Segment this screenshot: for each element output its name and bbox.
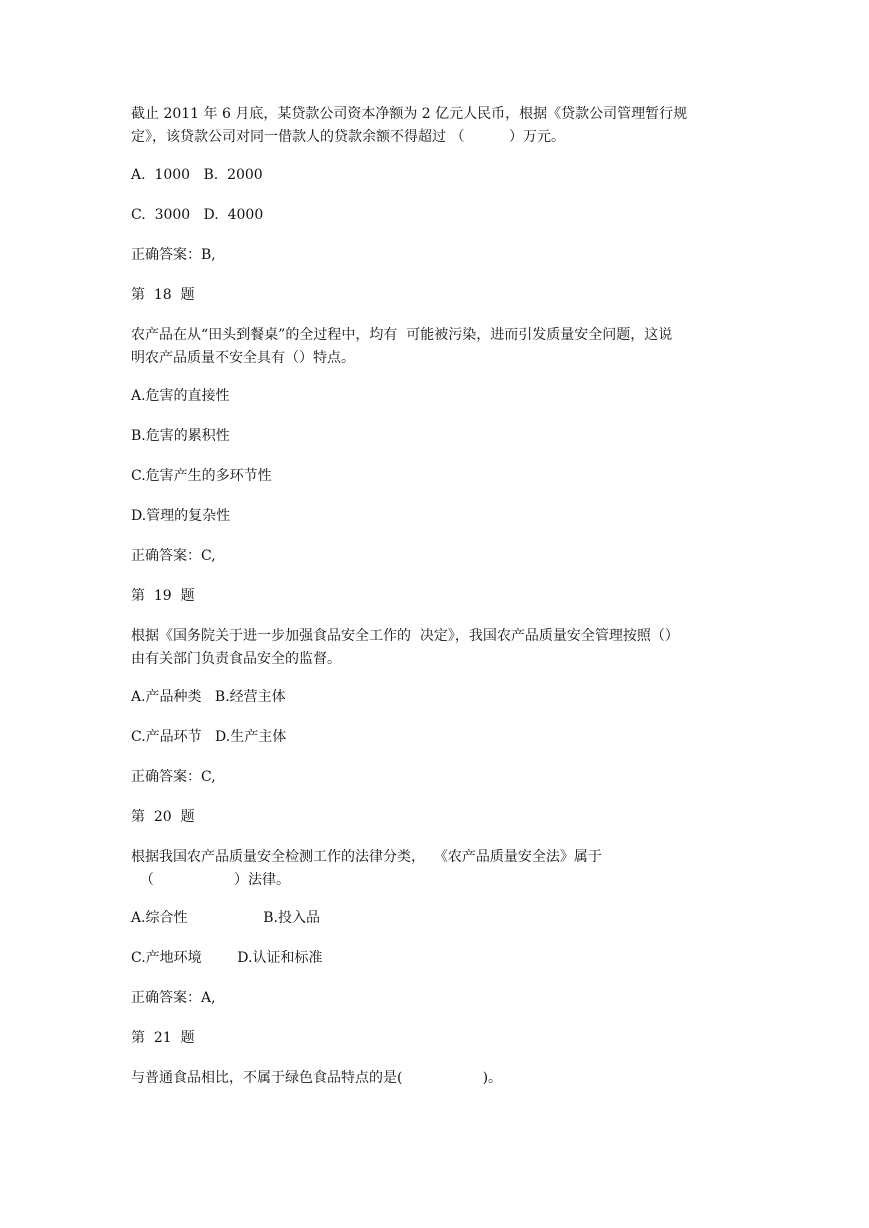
q17-answer: 正确答案：B, (131, 247, 216, 263)
q18-option-b: B.危害的累积性 (131, 428, 230, 444)
q17-stem-line1: 截止 2011 年 6 月底，某贷款公司资本净额为 2 亿元人民币，根据《贷款公司管理暂行规 (131, 106, 688, 122)
q19-options-line2: C.产品环节 D.生产主体 (131, 729, 287, 745)
q20-options-line2: C.产地环境 D.认证和标准 (131, 950, 323, 966)
q18-stem-line1: 农产品在从“田头到餐桌”的全过程中，均有 可能被污染，进而引发质量安全问题，这说 (131, 327, 673, 343)
q21-heading: 第 21 题 (131, 1030, 195, 1046)
q18-option-d: D.管理的复杂性 (131, 508, 231, 524)
q18-option-a: A.危害的直接性 (131, 388, 230, 404)
q20-answer: 正确答案：A, (131, 990, 216, 1006)
q18-heading: 第 18 题 (131, 287, 195, 303)
q19-stem-line2: 由有关部门负责食品安全的监督。 (131, 651, 341, 667)
q21-stem-line1: 与普通食品相比，不属于绿色食品特点的是( )。 (131, 1070, 503, 1086)
q20-options-line1: A.综合性 B.投入品 (131, 910, 320, 926)
q17-options-line1: A. 1000 B. 2000 (131, 167, 263, 183)
q20-heading: 第 20 题 (131, 809, 195, 825)
q19-answer: 正确答案：C, (131, 769, 216, 785)
q17-stem-line2: 定》，该贷款公司对同一借款人的贷款余额不得超过 （ ）万元。 (131, 129, 565, 145)
q20-stem-line2: （ ）法律。 (131, 872, 291, 888)
q18-stem-line2: 明农产品质量不安全具有（）特点。 (131, 350, 355, 366)
q17-options-line2: C. 3000 D. 4000 (131, 207, 264, 223)
q18-option-c: C.危害产生的多环节性 (131, 468, 272, 484)
q19-options-line1: A.产品种类 B.经营主体 (131, 689, 286, 705)
q19-stem-line1: 根据《国务院关于进一步加强食品安全工作的 决定》，我国农产品质量安全管理按照（） (131, 628, 679, 644)
q19-heading: 第 19 题 (131, 588, 195, 604)
q20-stem-line1: 根据我国农产品质量安全检测工作的法律分类， 《农产品质量安全法》属于 (131, 849, 602, 865)
q18-answer: 正确答案：C, (131, 548, 216, 564)
